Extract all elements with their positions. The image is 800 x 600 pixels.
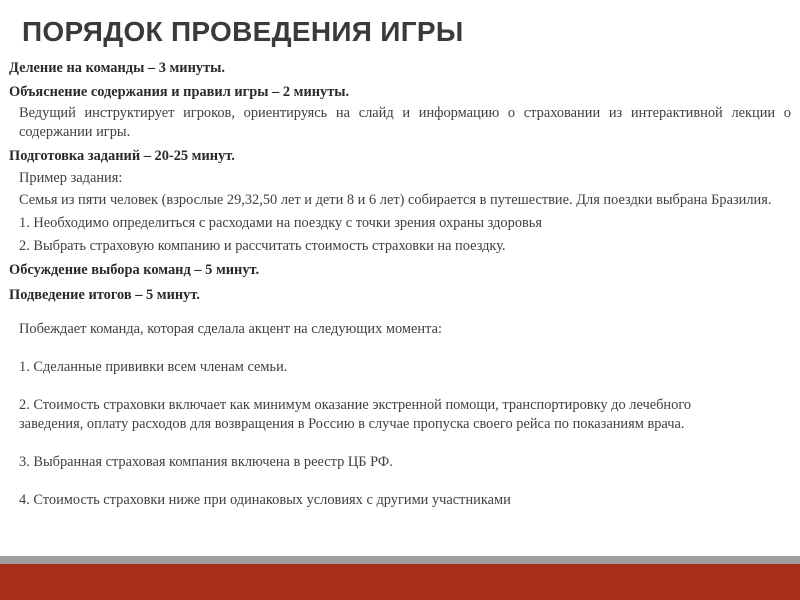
section-summary: Подведение итогов – 5 минут. — [9, 287, 200, 303]
slide-content — [9, 59, 795, 510]
task-item-1: 1. Необходимо определиться с расходами на поездку с точки зрения охраны здоровья — [19, 215, 542, 231]
task-item-2: 2. Выбрать страховую компанию и рассчитать стоимость страховки на поездку. — [19, 238, 506, 254]
winner-criterion-2: 2. Стоимость страховки включает как минимум оказание экстренной помощи, транспортировку до лечебного заведения, оплату расходов для возвращения в Россию в случае пропуска своего рейса по показаниям врача. — [19, 397, 692, 432]
winner-criterion-3: 3. Выбранная страховая компания включена в реестр ЦБ РФ. — [19, 454, 393, 470]
winner-intro: Побеждает команда, которая сделала акцент на следующих момента: — [19, 321, 442, 337]
rules-description: Ведущий инструктирует игроков, ориентируясь на слайд и информацию о страховании из интерактивной лекции о содержании игры. — [19, 105, 791, 140]
section-tasks: Подготовка заданий – 20-25 минут. — [9, 148, 235, 164]
winner-criterion-1: 1. Сделанные прививки всем членам семьи. — [19, 359, 288, 375]
footer-red-bar — [0, 564, 800, 600]
footer-gray-stripe — [0, 556, 800, 564]
section-rules: Объяснение содержания и правил игры – 2 минуты. — [9, 84, 350, 100]
section-discussion: Обсуждение выбора команд – 5 минут. — [9, 262, 260, 278]
slide-title: ПОРЯДОК ПРОВЕДЕНИЯ ИГРЫ — [22, 16, 464, 47]
task-example-label: Пример задания: — [19, 170, 123, 186]
winner-criterion-4: 4. Стоимость страховки ниже при одинаковых условиях с другими участниками — [19, 492, 511, 508]
section-teams: Деление на команды – 3 минуты. — [9, 60, 225, 76]
task-example-text: Семья из пяти человек (взрослые 29,32,50 лет и дети 8 и 6 лет) собирается в путешествие. Для поездки выбрана Бразилия. — [19, 192, 772, 208]
